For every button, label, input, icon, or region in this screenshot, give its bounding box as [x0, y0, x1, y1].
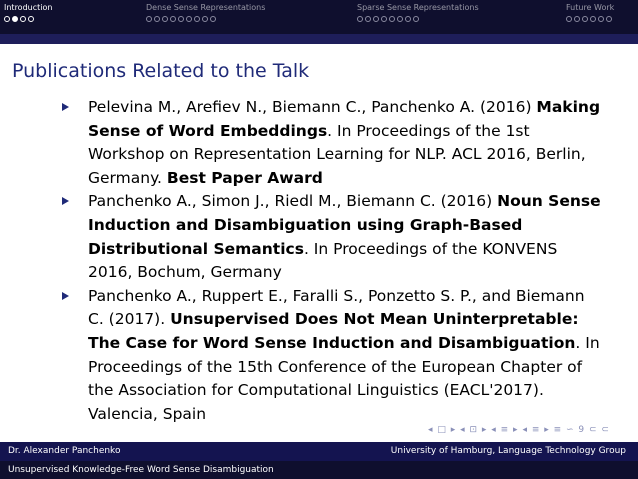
- bullet-triangle-icon: [62, 103, 69, 111]
- publication-item: [62, 190, 602, 284]
- slide-dots: [146, 16, 265, 22]
- publication-text: . In Proceedings of the 1st Workshop on Representation Learning for NLP. ACL 2016, Berlin, Germany.: [88, 121, 586, 187]
- slide-dot[interactable]: [413, 16, 419, 22]
- publication-emphasis: Unsupervised Does Not Mean Uninterpretable: The Case for Word Sense Induction and Disambiguation: [88, 310, 579, 352]
- publication-text: Panchenko A., Simon J., Riedl M., Biemann C. (2016): [88, 192, 498, 211]
- slide-dot[interactable]: [405, 16, 411, 22]
- slide-dot[interactable]: [365, 16, 371, 22]
- slide-dot[interactable]: [606, 16, 612, 22]
- slide-dot[interactable]: [12, 16, 18, 22]
- slide-dot[interactable]: [357, 16, 363, 22]
- slide-dot[interactable]: [397, 16, 403, 22]
- nav-section-sparse-sense-representations[interactable]: [357, 3, 479, 22]
- footer-author-bar: [0, 442, 638, 461]
- nav-section-dense-sense-representations[interactable]: [146, 3, 265, 22]
- beamer-navigation-symbols[interactable]: ◂ □ ▸ ◂ ⊡ ▸ ◂ ≡ ▸ ◂ ≡ ▸ ≡ ∽ 9 ⊂ ⊂: [428, 425, 610, 435]
- slide-dot[interactable]: [590, 16, 596, 22]
- slide-dot[interactable]: [389, 16, 395, 22]
- publication-item: [62, 96, 602, 190]
- footer-author: Dr. Alexander Panchenko: [8, 446, 121, 456]
- publication-emphasis: Best Paper Award: [166, 168, 323, 187]
- nav-section-introduction[interactable]: [4, 3, 52, 22]
- slide-dots: [357, 16, 479, 22]
- footer-title-bar: [0, 461, 638, 479]
- slide-dot[interactable]: [566, 16, 572, 22]
- nav-section-label: Introduction: [4, 3, 53, 12]
- publication-item: [62, 285, 602, 427]
- slide-dot[interactable]: [20, 16, 26, 22]
- footer-talk-title: Unsupervised Knowledge-Free Word Sense Disambiguation: [8, 465, 274, 475]
- slide-dot[interactable]: [202, 16, 208, 22]
- bullet-triangle-icon: [62, 292, 69, 300]
- frame-title: Publications Related to the Talk: [12, 60, 310, 82]
- slide-dot[interactable]: [574, 16, 580, 22]
- publication-text: Panchenko A., Ruppert E., Faralli S., Ponzetto S. P., and Biemann C. (2017).: [88, 286, 585, 329]
- slide-dot[interactable]: [154, 16, 160, 22]
- slide-dot[interactable]: [381, 16, 387, 22]
- slide-dots: [4, 16, 52, 22]
- slide-dot[interactable]: [162, 16, 168, 22]
- publication-text: . In Proceedings of the 15th Conference of the European Chapter of the Association for Computational Linguistics (EACL'2017). Valencia, Spain: [88, 333, 600, 423]
- slide-dot[interactable]: [598, 16, 604, 22]
- footer-institute: University of Hamburg, Language Technology Group: [390, 446, 626, 456]
- slide-dot[interactable]: [194, 16, 200, 22]
- publication-emphasis: Noun Sense Induction and Disambiguation using Graph-Based Distributional Semantics: [88, 192, 601, 258]
- slide-dot[interactable]: [170, 16, 176, 22]
- bullet-triangle-icon: [62, 197, 69, 205]
- slide-dot[interactable]: [28, 16, 34, 22]
- slide-dot[interactable]: [4, 16, 10, 22]
- publication-list: [62, 96, 602, 426]
- section-navigation-bar: [0, 0, 638, 34]
- slide-dot[interactable]: [582, 16, 588, 22]
- slide-dot[interactable]: [146, 16, 152, 22]
- slide-dot[interactable]: [210, 16, 216, 22]
- slide-dot[interactable]: [186, 16, 192, 22]
- nav-section-label: Dense Sense Representations: [146, 3, 266, 12]
- publication-emphasis: Making Sense of Word Embeddings: [88, 98, 601, 140]
- navigation-strip: [0, 34, 638, 44]
- slide-dot[interactable]: [373, 16, 379, 22]
- nav-section-label: Future Work: [566, 3, 615, 12]
- publication-text: Pelevina M., Arefiev N., Biemann C., Panchenko A. (2016): [88, 98, 537, 116]
- slide-dots: [566, 16, 614, 22]
- nav-section-label: Sparse Sense Representations: [357, 3, 479, 12]
- publication-text: . In Proceedings of the KONVENS 2016, Bochum, Germany: [88, 239, 558, 282]
- slide-dot[interactable]: [178, 16, 184, 22]
- nav-section-future-work[interactable]: [566, 3, 614, 22]
